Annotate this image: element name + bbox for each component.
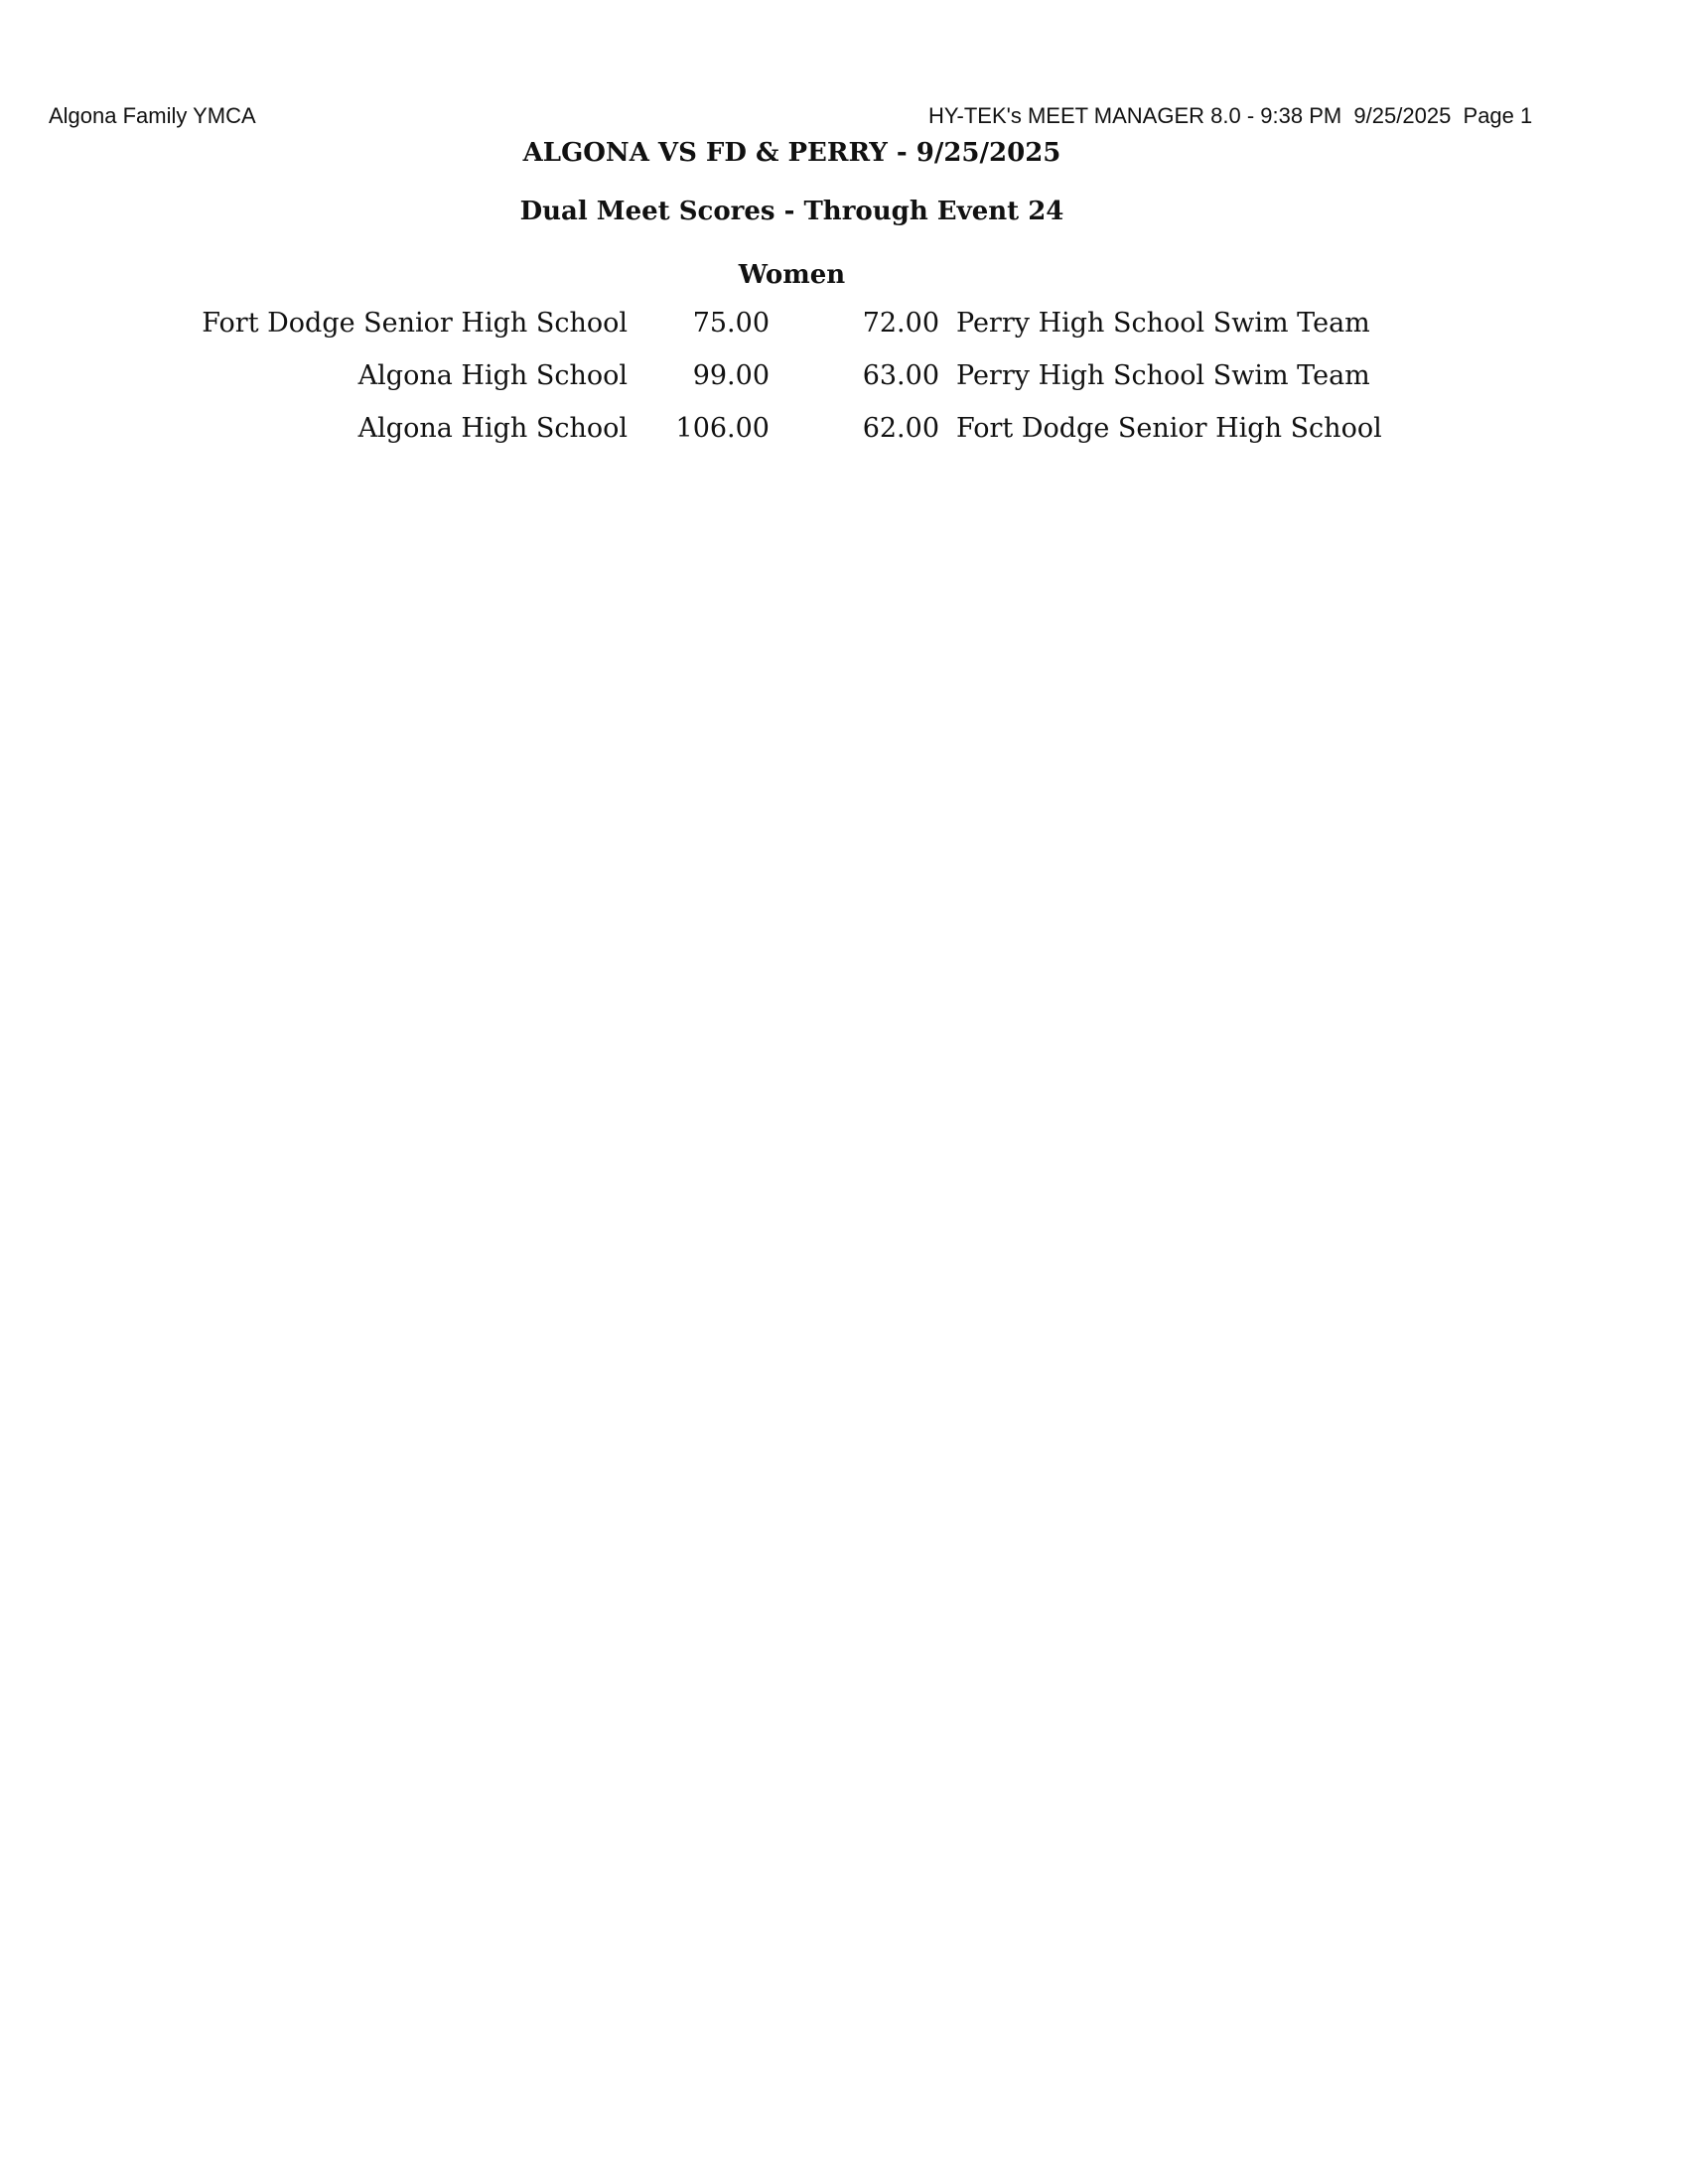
team-b-score: 72.00 [862, 308, 939, 339]
team-a-name: Fort Dodge Senior High School [202, 308, 628, 339]
meet-title: ALGONA VS FD & PERRY - 9/25/2025 [522, 138, 1061, 168]
score-row [0, 360, 1688, 400]
score-row [0, 413, 1688, 453]
team-b-name: Perry High School Swim Team [956, 308, 1370, 339]
team-b-score: 63.00 [862, 360, 939, 391]
team-a-score: 75.00 [692, 308, 770, 339]
team-a-score: 106.00 [675, 413, 770, 444]
team-a-score: 99.00 [692, 360, 770, 391]
organization-name: Algona Family YMCA [49, 103, 256, 128]
report-subtitle: Dual Meet Scores - Through Event 24 [519, 197, 1064, 226]
software-page-info: HY-TEK's MEET MANAGER 8.0 - 9:38 PM 9/25/2025 Page 1 [928, 103, 1533, 128]
section-heading-women: Women [738, 260, 846, 290]
team-b-score: 62.00 [862, 413, 939, 444]
score-row [0, 308, 1688, 347]
team-b-name: Perry High School Swim Team [956, 360, 1370, 391]
team-a-name: Algona High School [357, 360, 628, 391]
team-a-name: Algona High School [357, 413, 628, 444]
team-b-name: Fort Dodge Senior High School [956, 413, 1382, 444]
